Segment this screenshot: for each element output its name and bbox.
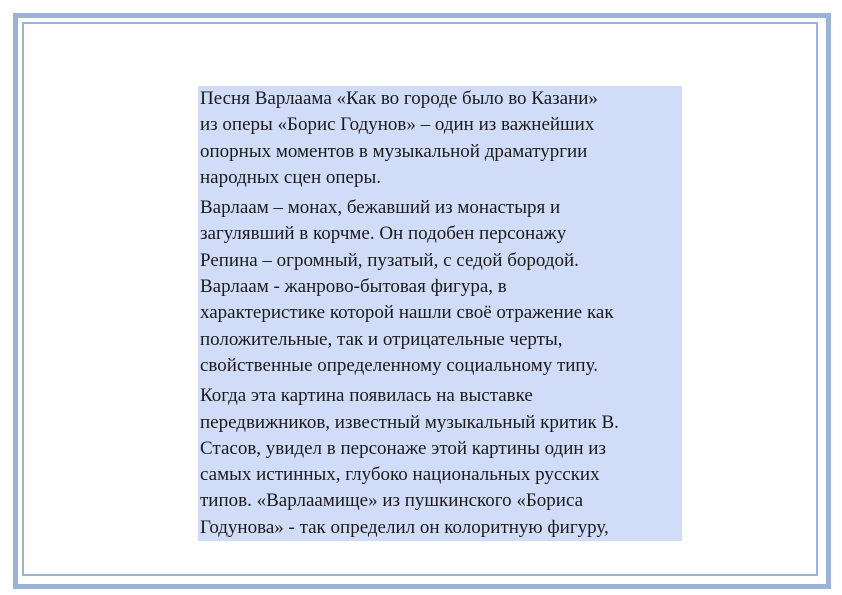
text-line: Варлаам – монах, бежавший из монастыря и [200, 197, 561, 219]
paragraph-varlaam [200, 195, 680, 379]
text-line: Варлаам - жанрово-бытовая фигура, в [200, 276, 507, 298]
text-line: свойственные определенному социальному типу. [200, 354, 598, 376]
text-block [198, 86, 682, 541]
text-line: характеристике которой нашли своё отражение как [200, 302, 614, 324]
paragraph-stasov [200, 383, 680, 541]
paragraph-song [200, 86, 680, 191]
text-line: типов. «Варлаамище» из пушкинского «Бориса [200, 490, 584, 512]
text-line: Песня Варлаама «Как во городе было во Казани» [200, 88, 598, 109]
text-line: из оперы «Борис Годунов» – один из важнейших [200, 114, 595, 136]
text-line: народных сцен оперы. [200, 166, 381, 188]
text-line: положительные, так и отрицательные черты, [200, 328, 563, 350]
text-line: Стасов, увидел в персонаже этой картины один из [200, 437, 606, 459]
text-line: самых истинных, глубоко национальных русских [200, 464, 600, 486]
text-line: Годунова» - так определил он колоритную фигуру, [200, 516, 609, 538]
text-line: Когда эта картина появилась на выставке [200, 385, 533, 407]
text-line: опорных моментов в музыкальной драматургии [200, 140, 588, 162]
text-line: загулявший в корчме. Он подобен персонажу [200, 223, 567, 245]
text-line: передвижников, известный музыкальный критик В. [200, 411, 619, 433]
text-line: Репина – огромный, пузатый, с седой бородой. [200, 249, 579, 271]
